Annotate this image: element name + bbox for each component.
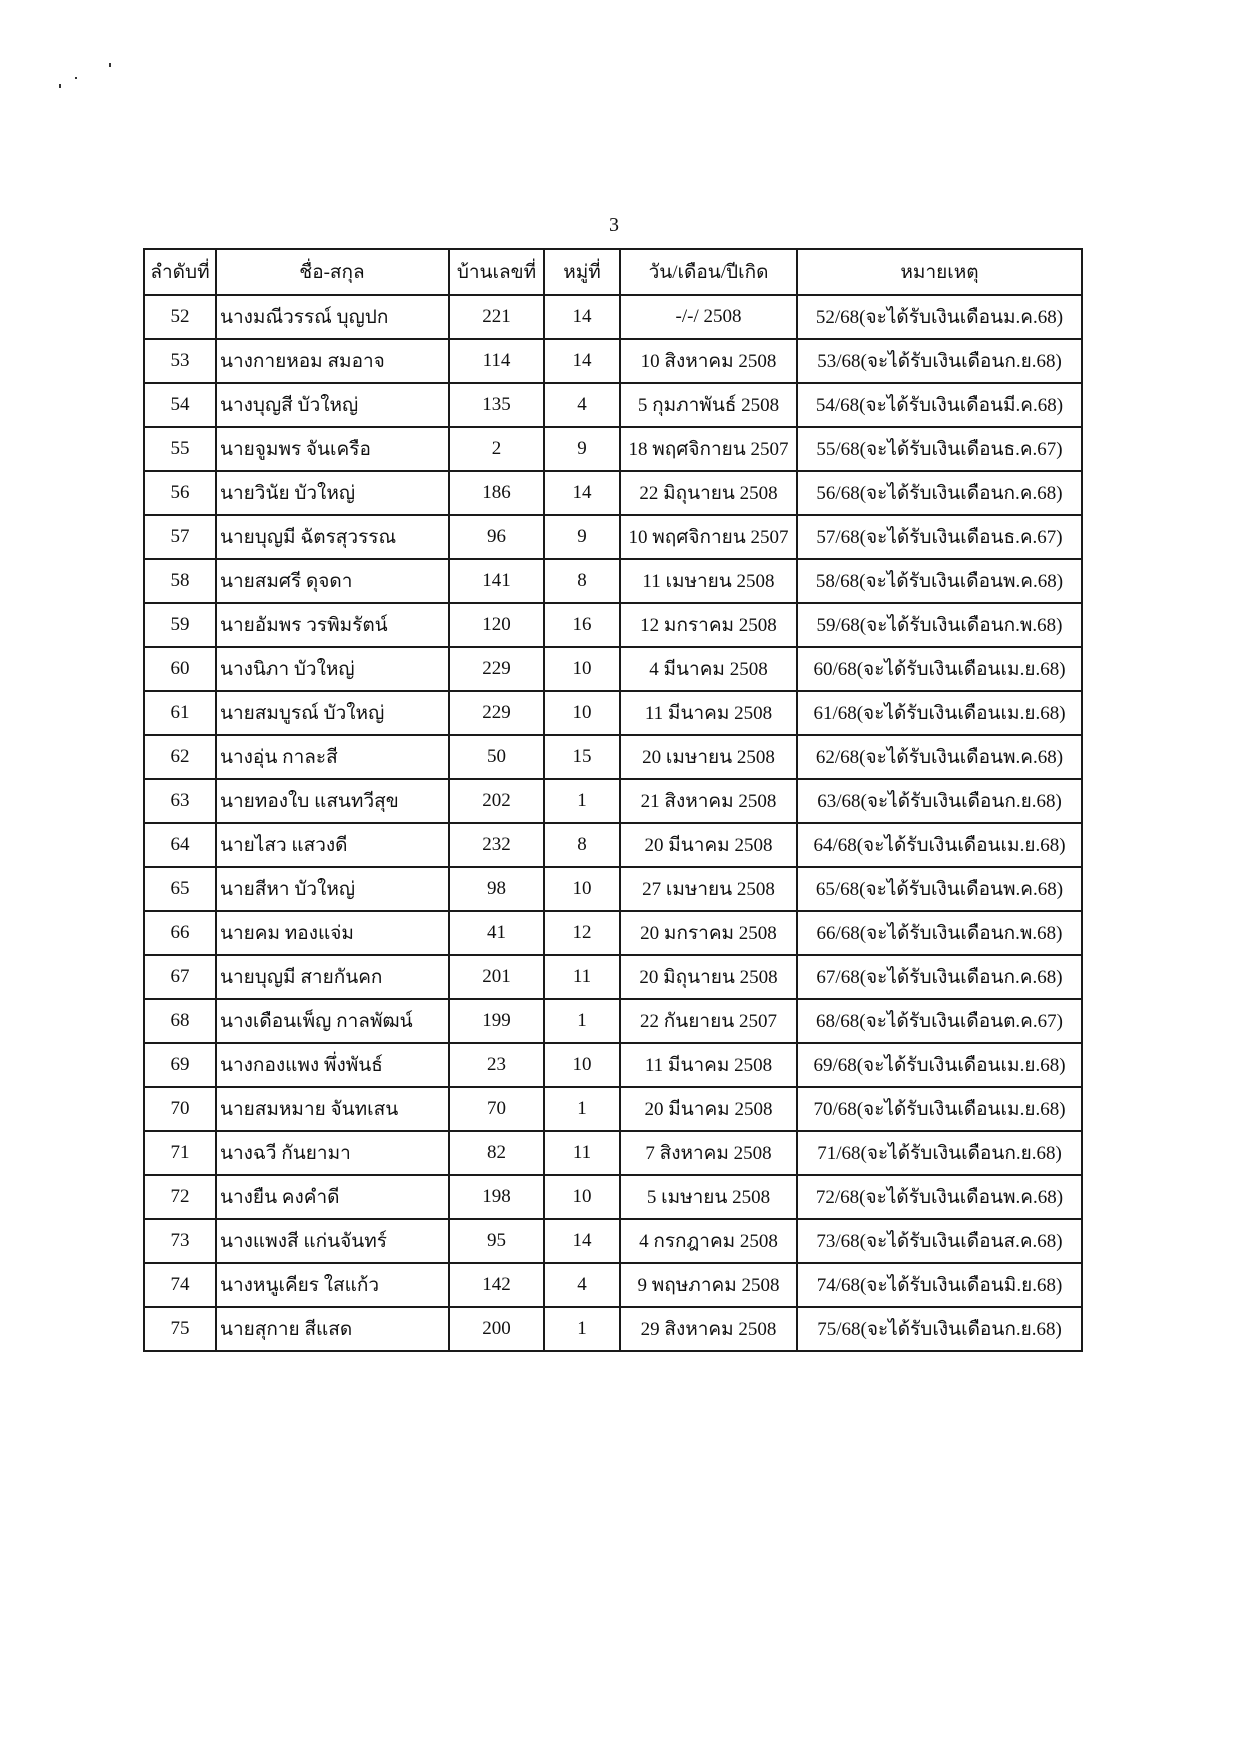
cell-house-no: 114 <box>449 339 544 383</box>
cell-name: นายบุญมี สายกันคก <box>216 955 449 999</box>
scan-speck <box>109 63 111 67</box>
cell-house-no: 82 <box>449 1131 544 1175</box>
cell-note: 59/68(จะได้รับเงินเดือนก.พ.68) <box>797 603 1082 647</box>
cell-dob: 20 เมษายน 2508 <box>620 735 797 779</box>
cell-moo: 11 <box>544 955 620 999</box>
cell-note: 53/68(จะได้รับเงินเดือนก.ย.68) <box>797 339 1082 383</box>
cell-seq: 58 <box>144 559 216 603</box>
cell-seq: 64 <box>144 823 216 867</box>
cell-name: นางหนูเคียร ใสแก้ว <box>216 1263 449 1307</box>
cell-moo: 14 <box>544 295 620 339</box>
cell-dob: 7 สิงหาคม 2508 <box>620 1131 797 1175</box>
cell-name: นายสมหมาย จันทเสน <box>216 1087 449 1131</box>
cell-name: นายสีหา บัวใหญ่ <box>216 867 449 911</box>
cell-house-no: 186 <box>449 471 544 515</box>
cell-dob: 5 กุมภาพันธ์ 2508 <box>620 383 797 427</box>
cell-seq: 71 <box>144 1131 216 1175</box>
cell-dob: 10 พฤศจิกายน 2507 <box>620 515 797 559</box>
cell-dob: 22 มิถุนายน 2508 <box>620 471 797 515</box>
cell-house-no: 229 <box>449 691 544 735</box>
cell-dob: 5 เมษายน 2508 <box>620 1175 797 1219</box>
cell-moo: 9 <box>544 427 620 471</box>
cell-moo: 15 <box>544 735 620 779</box>
cell-note: 56/68(จะได้รับเงินเดือนก.ค.68) <box>797 471 1082 515</box>
cell-note: 61/68(จะได้รับเงินเดือนเม.ย.68) <box>797 691 1082 735</box>
cell-name: นายอัมพร วรพิมรัตน์ <box>216 603 449 647</box>
cell-moo: 4 <box>544 383 620 427</box>
cell-name: นางกองแพง พึ่งพันธ์ <box>216 1043 449 1087</box>
cell-name: นายสมศรี ดุจดา <box>216 559 449 603</box>
cell-house-no: 142 <box>449 1263 544 1307</box>
table-row <box>144 691 1082 735</box>
cell-moo: 16 <box>544 603 620 647</box>
cell-note: 64/68(จะได้รับเงินเดือนเม.ย.68) <box>797 823 1082 867</box>
table-row <box>144 779 1082 823</box>
cell-seq: 66 <box>144 911 216 955</box>
cell-moo: 14 <box>544 1219 620 1263</box>
cell-name: นางยืน คงคำดี <box>216 1175 449 1219</box>
header-seq: ลำดับที่ <box>144 249 216 295</box>
table-row <box>144 647 1082 691</box>
cell-moo: 4 <box>544 1263 620 1307</box>
cell-note: 74/68(จะได้รับเงินเดือนมิ.ย.68) <box>797 1263 1082 1307</box>
cell-seq: 65 <box>144 867 216 911</box>
cell-moo: 10 <box>544 867 620 911</box>
cell-moo: 10 <box>544 1043 620 1087</box>
cell-house-no: 41 <box>449 911 544 955</box>
cell-moo: 12 <box>544 911 620 955</box>
header-note: หมายเหตุ <box>797 249 1082 295</box>
cell-seq: 54 <box>144 383 216 427</box>
cell-seq: 74 <box>144 1263 216 1307</box>
cell-seq: 62 <box>144 735 216 779</box>
cell-note: 67/68(จะได้รับเงินเดือนก.ค.68) <box>797 955 1082 999</box>
cell-note: 75/68(จะได้รับเงินเดือนก.ย.68) <box>797 1307 1082 1351</box>
table-row <box>144 1263 1082 1307</box>
cell-name: นายทองใบ แสนทวีสุข <box>216 779 449 823</box>
cell-dob: 11 เมษายน 2508 <box>620 559 797 603</box>
cell-name: นายไสว แสวงดี <box>216 823 449 867</box>
cell-seq: 73 <box>144 1219 216 1263</box>
table-row <box>144 427 1082 471</box>
cell-note: 58/68(จะได้รับเงินเดือนพ.ค.68) <box>797 559 1082 603</box>
cell-note: 66/68(จะได้รับเงินเดือนก.พ.68) <box>797 911 1082 955</box>
cell-seq: 55 <box>144 427 216 471</box>
cell-moo: 8 <box>544 823 620 867</box>
cell-note: 55/68(จะได้รับเงินเดือนธ.ค.67) <box>797 427 1082 471</box>
cell-dob: 11 มีนาคม 2508 <box>620 1043 797 1087</box>
cell-house-no: 96 <box>449 515 544 559</box>
cell-dob: 20 มกราคม 2508 <box>620 911 797 955</box>
cell-seq: 57 <box>144 515 216 559</box>
table-row <box>144 999 1082 1043</box>
cell-moo: 9 <box>544 515 620 559</box>
table-row <box>144 603 1082 647</box>
cell-name: นางเดือนเพ็ญ กาลพัฒน์ <box>216 999 449 1043</box>
cell-house-no: 2 <box>449 427 544 471</box>
cell-note: 57/68(จะได้รับเงินเดือนธ.ค.67) <box>797 515 1082 559</box>
cell-name: นางกายหอม สมอาจ <box>216 339 449 383</box>
cell-moo: 1 <box>544 779 620 823</box>
cell-note: 71/68(จะได้รับเงินเดือนก.ย.68) <box>797 1131 1082 1175</box>
cell-seq: 72 <box>144 1175 216 1219</box>
cell-dob: 9 พฤษภาคม 2508 <box>620 1263 797 1307</box>
cell-note: 68/68(จะได้รับเงินเดือนต.ค.67) <box>797 999 1082 1043</box>
cell-seq: 59 <box>144 603 216 647</box>
cell-name: นายวินัย บัวใหญ่ <box>216 471 449 515</box>
table-row <box>144 295 1082 339</box>
scan-speck <box>75 77 77 79</box>
header-house-no: บ้านเลขที่ <box>449 249 544 295</box>
cell-dob: 10 สิงหาคม 2508 <box>620 339 797 383</box>
cell-dob: 4 มีนาคม 2508 <box>620 647 797 691</box>
cell-note: 63/68(จะได้รับเงินเดือนก.ย.68) <box>797 779 1082 823</box>
cell-house-no: 232 <box>449 823 544 867</box>
cell-house-no: 23 <box>449 1043 544 1087</box>
cell-name: นายสมบูรณ์ บัวใหญ่ <box>216 691 449 735</box>
table-row <box>144 1175 1082 1219</box>
cell-name: นางนิภา บัวใหญ่ <box>216 647 449 691</box>
cell-seq: 67 <box>144 955 216 999</box>
cell-note: 60/68(จะได้รับเงินเดือนเม.ย.68) <box>797 647 1082 691</box>
cell-moo: 10 <box>544 691 620 735</box>
cell-seq: 61 <box>144 691 216 735</box>
cell-name: นายบุญมี ฉัตรสุวรรณ <box>216 515 449 559</box>
table-row <box>144 471 1082 515</box>
cell-moo: 8 <box>544 559 620 603</box>
table-row <box>144 735 1082 779</box>
cell-house-no: 201 <box>449 955 544 999</box>
cell-moo: 1 <box>544 1307 620 1351</box>
cell-seq: 63 <box>144 779 216 823</box>
cell-house-no: 50 <box>449 735 544 779</box>
cell-house-no: 199 <box>449 999 544 1043</box>
cell-moo: 1 <box>544 999 620 1043</box>
table-row <box>144 1043 1082 1087</box>
cell-note: 72/68(จะได้รับเงินเดือนพ.ค.68) <box>797 1175 1082 1219</box>
cell-house-no: 70 <box>449 1087 544 1131</box>
cell-seq: 60 <box>144 647 216 691</box>
cell-dob: 20 มิถุนายน 2508 <box>620 955 797 999</box>
cell-moo: 1 <box>544 1087 620 1131</box>
cell-seq: 53 <box>144 339 216 383</box>
cell-note: 69/68(จะได้รับเงินเดือนเม.ย.68) <box>797 1043 1082 1087</box>
elderly-allowance-table <box>143 248 1083 1352</box>
cell-house-no: 221 <box>449 295 544 339</box>
cell-dob: -/-/ 2508 <box>620 295 797 339</box>
table-row <box>144 383 1082 427</box>
cell-moo: 14 <box>544 339 620 383</box>
cell-moo: 14 <box>544 471 620 515</box>
cell-name: นางฉวี กันยามา <box>216 1131 449 1175</box>
cell-house-no: 95 <box>449 1219 544 1263</box>
header-name: ชื่อ-สกุล <box>216 249 449 295</box>
cell-dob: 20 มีนาคม 2508 <box>620 823 797 867</box>
cell-note: 62/68(จะได้รับเงินเดือนพ.ค.68) <box>797 735 1082 779</box>
cell-house-no: 202 <box>449 779 544 823</box>
cell-seq: 70 <box>144 1087 216 1131</box>
cell-dob: 20 มีนาคม 2508 <box>620 1087 797 1131</box>
table-row <box>144 1219 1082 1263</box>
table-row <box>144 1131 1082 1175</box>
table-header-row <box>144 249 1082 295</box>
cell-note: 73/68(จะได้รับเงินเดือนส.ค.68) <box>797 1219 1082 1263</box>
cell-moo: 10 <box>544 647 620 691</box>
table-row <box>144 823 1082 867</box>
cell-seq: 75 <box>144 1307 216 1351</box>
cell-note: 52/68(จะได้รับเงินเดือนม.ค.68) <box>797 295 1082 339</box>
table-row <box>144 339 1082 383</box>
cell-house-no: 120 <box>449 603 544 647</box>
cell-dob: 11 มีนาคม 2508 <box>620 691 797 735</box>
cell-name: นางอุ่น กาละสี <box>216 735 449 779</box>
cell-name: นายจูมพร จันเครือ <box>216 427 449 471</box>
cell-seq: 69 <box>144 1043 216 1087</box>
cell-name: นางบุญสี บัวใหญ่ <box>216 383 449 427</box>
cell-dob: 12 มกราคม 2508 <box>620 603 797 647</box>
cell-seq: 68 <box>144 999 216 1043</box>
cell-note: 65/68(จะได้รับเงินเดือนพ.ค.68) <box>797 867 1082 911</box>
cell-dob: 4 กรกฎาคม 2508 <box>620 1219 797 1263</box>
cell-seq: 52 <box>144 295 216 339</box>
cell-dob: 27 เมษายน 2508 <box>620 867 797 911</box>
page-number: 3 <box>609 214 619 236</box>
header-dob: วัน/เดือน/ปีเกิด <box>620 249 797 295</box>
cell-name: นายคม ทองแจ่ม <box>216 911 449 955</box>
table-row <box>144 1307 1082 1351</box>
cell-name: นางแพงสี แก่นจันทร์ <box>216 1219 449 1263</box>
cell-dob: 22 กันยายน 2507 <box>620 999 797 1043</box>
cell-name: นางมณีวรรณ์ บุญปก <box>216 295 449 339</box>
cell-house-no: 229 <box>449 647 544 691</box>
cell-house-no: 135 <box>449 383 544 427</box>
cell-name: นายสุกาย สีแสด <box>216 1307 449 1351</box>
table-row <box>144 911 1082 955</box>
cell-note: 70/68(จะได้รับเงินเดือนเม.ย.68) <box>797 1087 1082 1131</box>
table-row <box>144 867 1082 911</box>
table-row <box>144 1087 1082 1131</box>
cell-house-no: 200 <box>449 1307 544 1351</box>
cell-note: 54/68(จะได้รับเงินเดือนมี.ค.68) <box>797 383 1082 427</box>
cell-moo: 10 <box>544 1175 620 1219</box>
cell-dob: 29 สิงหาคม 2508 <box>620 1307 797 1351</box>
table-row <box>144 955 1082 999</box>
table-row <box>144 559 1082 603</box>
cell-dob: 21 สิงหาคม 2508 <box>620 779 797 823</box>
header-moo: หมู่ที่ <box>544 249 620 295</box>
scan-speck <box>59 84 61 88</box>
cell-moo: 11 <box>544 1131 620 1175</box>
cell-seq: 56 <box>144 471 216 515</box>
cell-house-no: 98 <box>449 867 544 911</box>
cell-house-no: 141 <box>449 559 544 603</box>
cell-house-no: 198 <box>449 1175 544 1219</box>
cell-dob: 18 พฤศจิกายน 2507 <box>620 427 797 471</box>
table-row <box>144 515 1082 559</box>
